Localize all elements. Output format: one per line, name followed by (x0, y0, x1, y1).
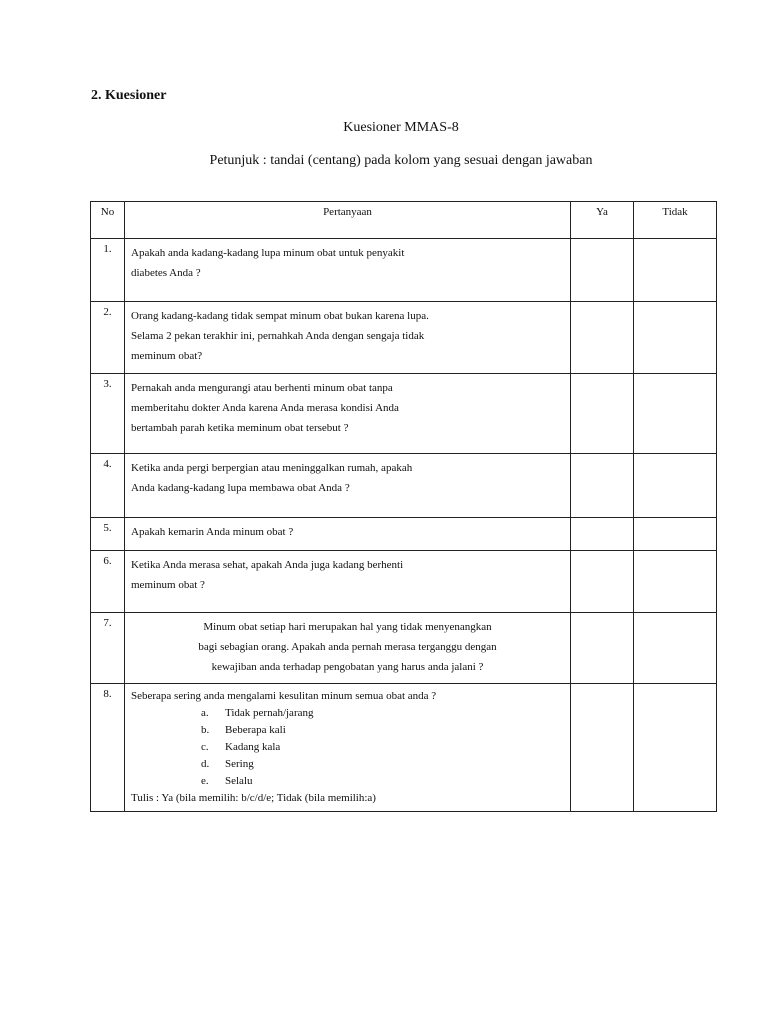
question-line: Orang kadang-kadang tidak sempat minum obat bukan karena lupa. (131, 310, 429, 322)
option-marker: c. (201, 741, 209, 753)
question-cell (125, 613, 571, 684)
no-checkbox-cell[interactable] (634, 374, 717, 454)
question-line: Seberapa sering anda mengalami kesulitan minum semua obat anda ? (131, 690, 437, 702)
table-row (91, 454, 717, 518)
option-text: Tidak pernah/jarang (225, 707, 314, 719)
row-number: 6. (91, 551, 125, 613)
question-cell (125, 518, 571, 551)
question-line: kewajiban anda terhadap pengobatan yang harus anda jalani ? (211, 661, 484, 673)
no-checkbox-cell[interactable] (634, 613, 717, 684)
question-cell (125, 374, 571, 454)
option-marker: b. (201, 724, 210, 736)
no-checkbox-cell[interactable] (634, 239, 717, 302)
row-number: 8. (91, 684, 125, 812)
question-line: Apakah kemarin Anda minum obat ? (131, 526, 294, 538)
table-header-row (91, 202, 717, 239)
option-text: Sering (225, 758, 254, 770)
header-yes: Ya (571, 202, 634, 239)
yes-checkbox-cell[interactable] (571, 613, 634, 684)
question-line: Ketika anda pergi berpergian atau meninggalkan rumah, apakah (131, 462, 413, 474)
table-row (91, 302, 717, 374)
answer-options (131, 705, 564, 790)
table-row (91, 374, 717, 454)
table-row (91, 613, 717, 684)
option-item (201, 705, 564, 722)
question-line: bagi sebagian orang. Apakah anda pernah merasa terganggu dengan (198, 641, 497, 653)
row-number: 1. (91, 239, 125, 302)
row-number: 4. (91, 454, 125, 518)
question-cell (125, 551, 571, 613)
answer-note: Tulis : Ya (bila memilih: b/c/d/e; Tidak (bila memilih:a) (131, 792, 376, 804)
section-title: 2. Kuesioner (91, 88, 167, 103)
option-marker: e. (201, 775, 209, 787)
question-line: Pernakah anda mengurangi atau berhenti minum obat tanpa (131, 382, 393, 394)
yes-checkbox-cell[interactable] (571, 374, 634, 454)
table-row (91, 551, 717, 613)
question-line: Apakah anda kadang-kadang lupa minum obat untuk penyakit (131, 247, 405, 259)
option-marker: a. (201, 707, 209, 719)
question-cell (125, 302, 571, 374)
question-line: bertambah parah ketika meminum obat tersebut ? (131, 422, 349, 434)
no-checkbox-cell[interactable] (634, 454, 717, 518)
question-cell (125, 684, 571, 812)
yes-checkbox-cell[interactable] (571, 454, 634, 518)
option-marker: d. (201, 758, 210, 770)
no-checkbox-cell[interactable] (634, 302, 717, 374)
option-text: Selalu (225, 775, 253, 787)
yes-checkbox-cell[interactable] (571, 302, 634, 374)
no-checkbox-cell[interactable] (634, 518, 717, 551)
option-item (201, 773, 564, 790)
question-line: meminum obat ? (131, 579, 205, 591)
question-line: Selama 2 pekan terakhir ini, pernahkah Anda dengan sengaja tidak (131, 330, 425, 342)
row-number: 7. (91, 613, 125, 684)
instruction-text: Petunjuk : tandai (centang) pada kolom yang sesuai dengan jawaban (209, 153, 593, 168)
option-item (201, 722, 564, 739)
row-number: 2. (91, 302, 125, 374)
no-checkbox-cell[interactable] (634, 551, 717, 613)
document-title: Kuesioner MMAS-8 (343, 120, 459, 135)
header-question: Pertanyaan (125, 202, 571, 239)
yes-checkbox-cell[interactable] (571, 551, 634, 613)
table-row (91, 518, 717, 551)
no-checkbox-cell[interactable] (634, 684, 717, 812)
option-item (201, 739, 564, 756)
table-row (91, 684, 717, 812)
yes-checkbox-cell[interactable] (571, 239, 634, 302)
table-row (91, 239, 717, 302)
option-text: Kadang kala (225, 741, 281, 753)
header-no: No (91, 202, 125, 239)
question-cell (125, 454, 571, 518)
question-line: diabetes Anda ? (131, 267, 201, 279)
questionnaire-table (90, 201, 717, 812)
yes-checkbox-cell[interactable] (571, 518, 634, 551)
question-cell (125, 239, 571, 302)
question-line: Minum obat setiap hari merupakan hal yang tidak menyenangkan (203, 621, 492, 633)
question-line: Ketika Anda merasa sehat, apakah Anda juga kadang berhenti (131, 559, 404, 571)
question-line: memberitahu dokter Anda karena Anda merasa kondisi Anda (131, 402, 399, 414)
question-line: Anda kadang-kadang lupa membawa obat Anda ? (131, 482, 350, 494)
yes-checkbox-cell[interactable] (571, 684, 634, 812)
row-number: 5. (91, 518, 125, 551)
option-item (201, 756, 564, 773)
row-number: 3. (91, 374, 125, 454)
question-line: meminum obat? (131, 350, 203, 362)
header-no-answer: Tidak (634, 202, 717, 239)
option-text: Beberapa kali (225, 724, 286, 736)
